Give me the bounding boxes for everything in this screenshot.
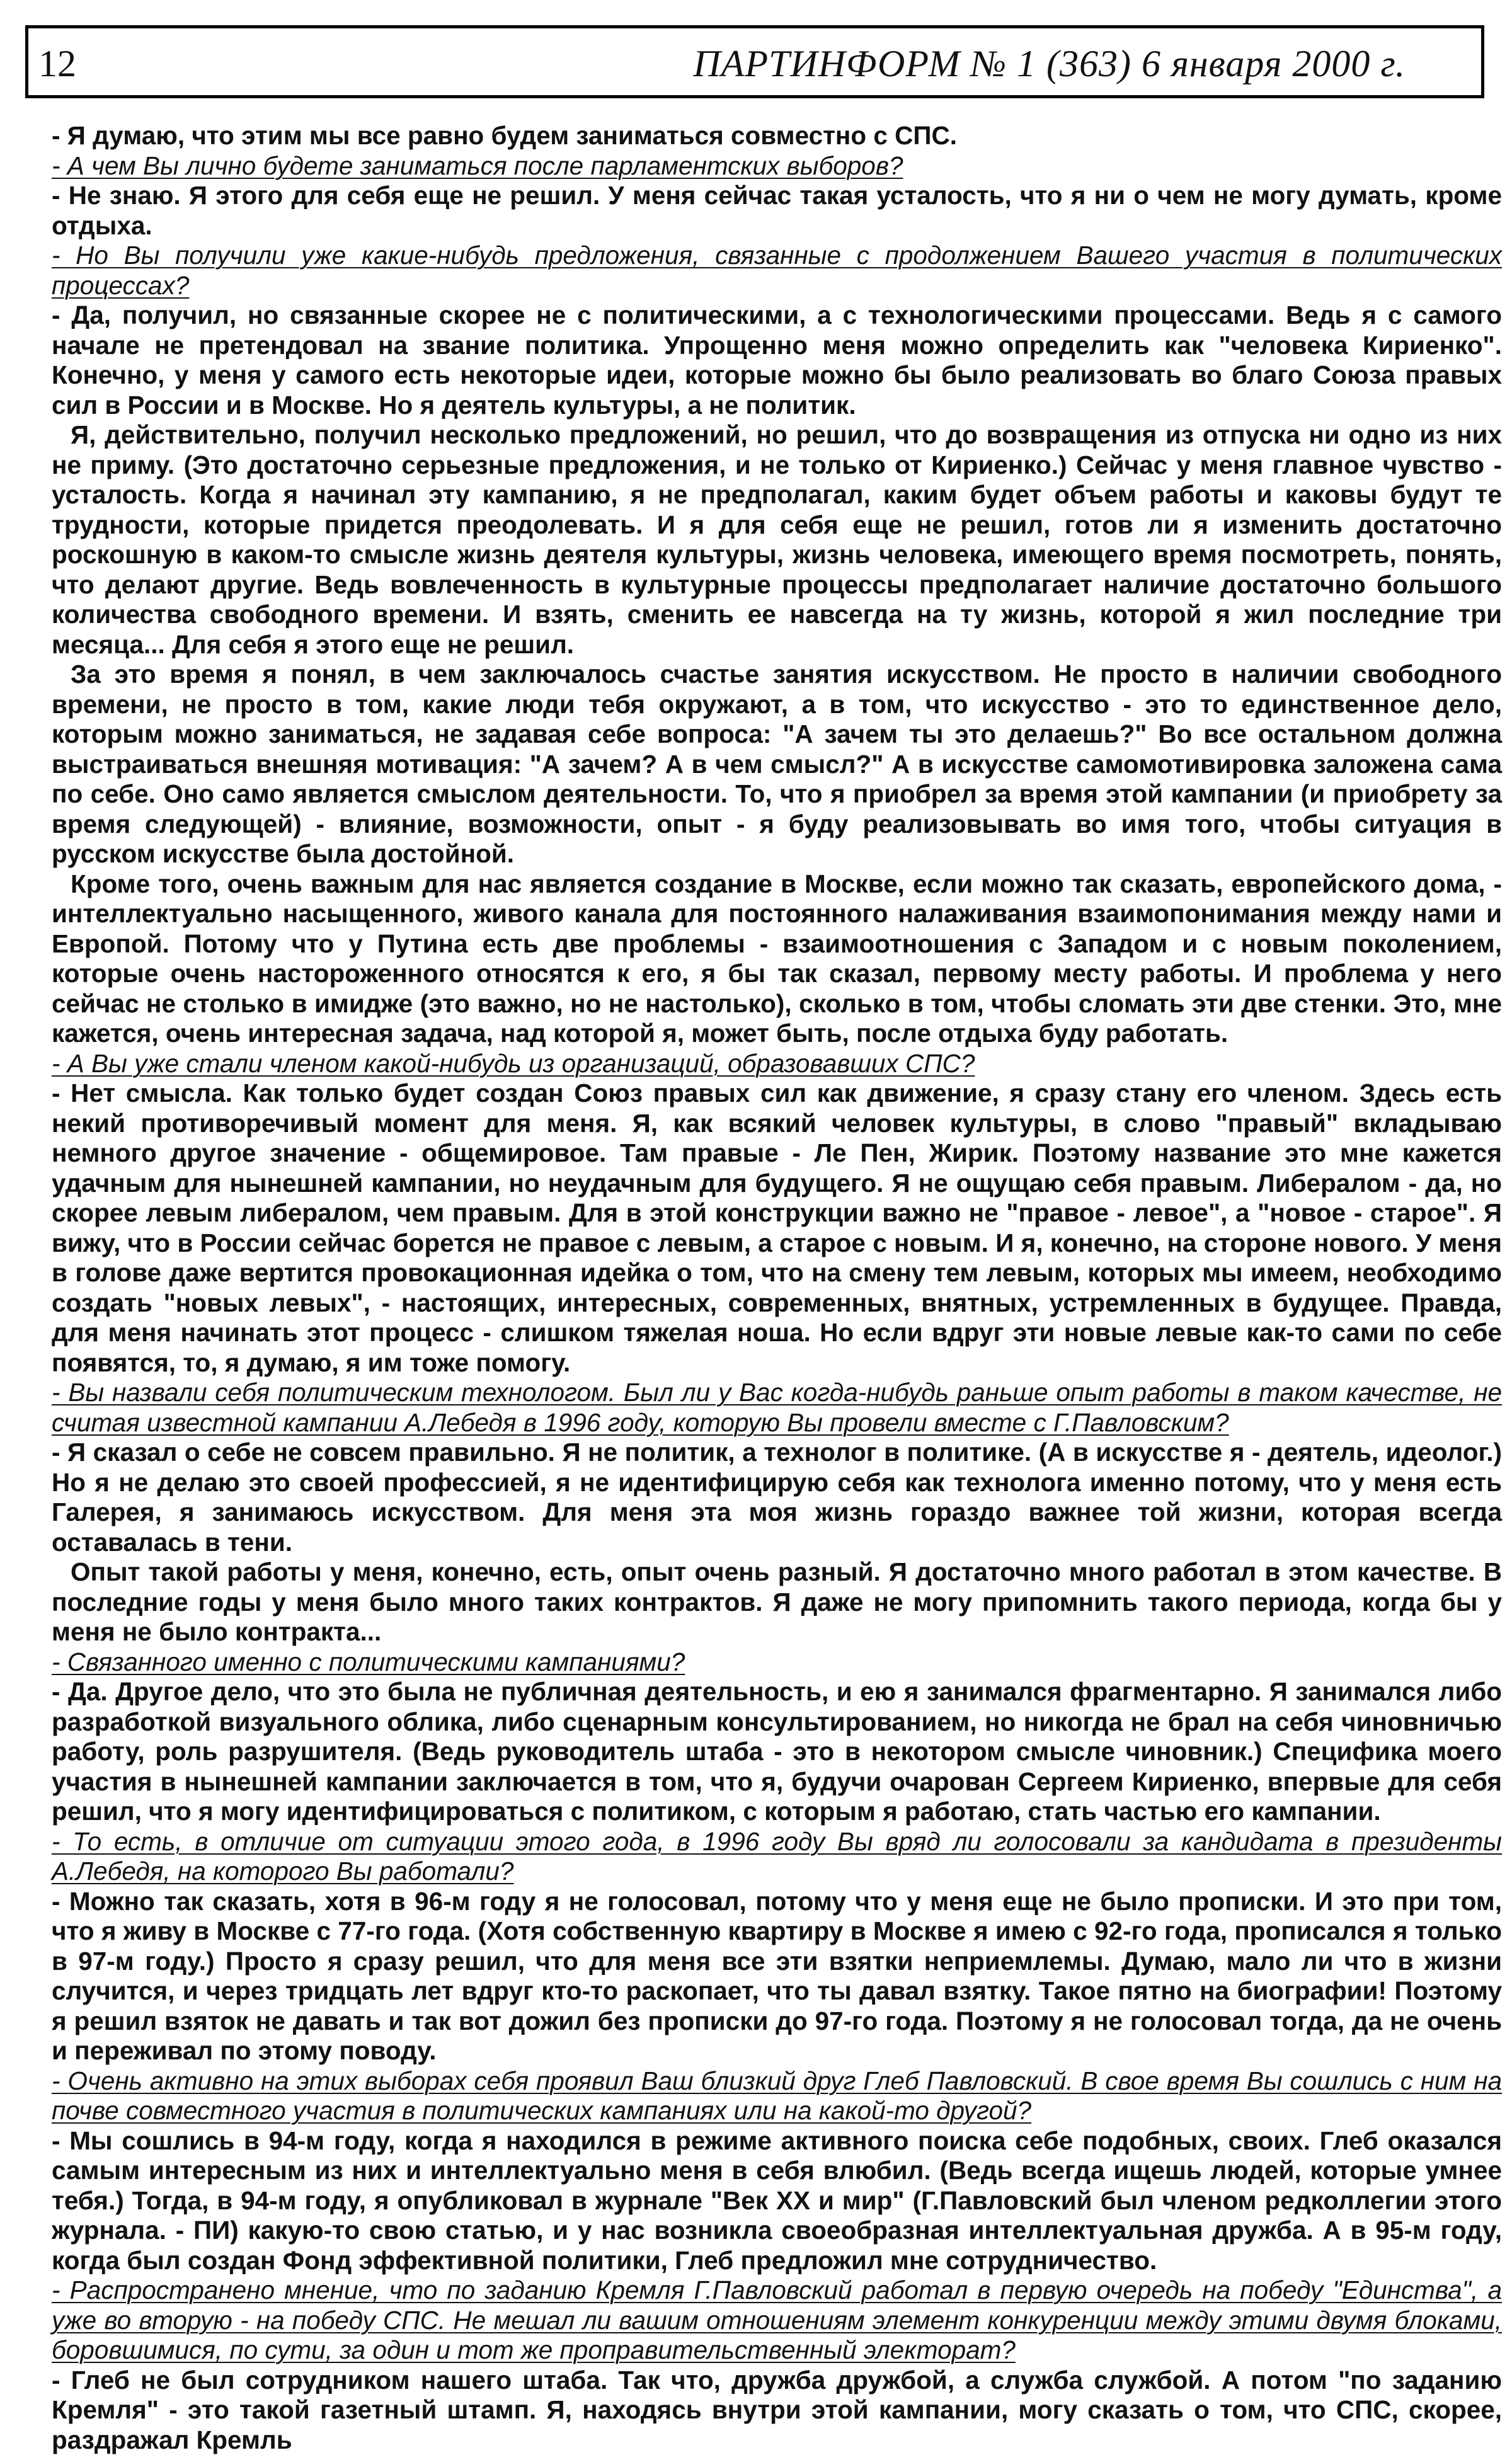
answer-paragraph: - Я сказал о себе не совсем правильно. Я не политик, а технолог в политике. (А в искусстве я - деятель, идеолог.) Но я не делаю это своей профессией, я не идентифицирую себя как технолога именно потому, что у меня есть Галерея, я занимаюсь искусством. Для меня эта моя жизнь гораздо важнее той жизни, которая всегда оставалась в тени.: [52, 1438, 1502, 1557]
question-paragraph: - Распространено мнение, что по заданию Кремля Г.Павловский работал в первую очередь на победу "Единства", а уже во вторую - на победу СПС. Не мешал ли вашим отношениям элемент конкуренции между этими двумя блоками, боровшимися, по сути, за один и тот же проправительственный электорат?: [52, 2275, 1502, 2366]
answer-paragraph: - Можно так сказать, хотя в 96-м году я не голосовал, потому что у меня еще не было прописки. И это при том, что я живу в Москве с 77-го года. (Хотя собственную квартиру в Москве я имею с 92-го года, прописался я только в 97-м году.) Просто я сразу решил, что для меня все эти взятки неприемлемы. Думаю, мало ли что в жизни случится, и через тридцать лет вдруг кто-то раскопает, что ты давал взятку. Такое пятно на биографии! Поэтому я решил взяток не давать и так вот дожил без прописки до 97-го года. Поэтому я не голосовал тогда, да не очень и переживал по этому поводу.: [52, 1887, 1502, 2066]
answer-paragraph: - Я думаю, что этим мы все равно будем заниматься совместно с СПС.: [52, 121, 1502, 151]
page-number: 12: [38, 32, 76, 95]
newspaper-page: [25, 25, 1487, 2313]
question-paragraph: - А чем Вы лично будете заниматься после парламентских выборов?: [52, 151, 1502, 181]
answer-paragraph: Кроме того, очень важным для нас является создание в Москве, если можно так сказать, европейского дома, - интеллектуально насыщенного, живого канала для постоянного налаживания взаимопонимания между нами и Европой. Потому что у Путина есть две проблемы - взаимоотношения с Западом и с новым поколением, которые очень настороженного относятся к его, я бы так сказал, первому месту работы. И проблема у него сейчас не столько в имидже (это важно, но не настолько), сколько в том, чтобы сломать эти две стенки. Это, мне кажется, очень интересная задача, над которой я, может быть, после отдыха буду работать.: [52, 869, 1502, 1049]
question-paragraph: - Но Вы получили уже какие-нибудь предложения, связанные с продолжением Вашего участия в политических процессах?: [52, 241, 1502, 300]
page-header: [25, 25, 1484, 98]
answer-paragraph: - Нет смысла. Как только будет создан Союз правых сил как движение, я сразу стану его членом. Здесь есть некий противоречивый момент для меня. Я, как всякий человек культуры, в слово "правый" вкладываю немного другое значение - общемировое. Там правые - Ле Пен, Жирик. Поэтому название это мне кажется удачным для нынешней кампании, но неудачным для будущего. Я не ощущаю себя правым. Либералом - да, но скорее левым либералом, чем правым. Для в этой конструкции важно не "правое - левое", а "новое - старое". Я вижу, что в России сейчас борется не правое с левым, а старое с новым. И я, конечно, на стороне нового. У меня в голове даже вертится провокационная идейка о том, что на смену тем левым, которых мы имеем, необходимо создать "новых левых", - настоящих, интересных, современных, внятных, устремленных в будущее. Правда, для меня начинать этот процесс - слишком тяжелая ноша. Но если вдруг эти новые левые как-то сами по себе появятся, то, я думаю, я им тоже помогу.: [52, 1079, 1502, 1378]
answer-paragraph: Опыт такой работы у меня, конечно, есть, опыт очень разный. Я достаточно много работал в этом качестве. В последние годы у меня было много таких контрактов. Я даже не могу припомнить такого периода, когда бы у меня не было контракта...: [52, 1557, 1502, 1647]
question-paragraph: - Вы назвали себя политическим технологом. Был ли у Вас когда-нибудь раньше опыт работы в таком качестве, не считая известной кампании А.Лебедя в 1996 году, которую Вы провели вместе с Г.Павловским?: [52, 1378, 1502, 1438]
question-paragraph: - Очень активно на этих выборах себя проявил Ваш близкий друг Глеб Павловский. В свое время Вы сошлись с ним на почве совместного участия в политических кампаниях или на какой-то другой?: [52, 2066, 1502, 2126]
article-body: [52, 121, 1502, 2288]
question-paragraph: - Связанного именно с политическими кампаниями?: [52, 1647, 1502, 1678]
answer-paragraph: За это время я понял, в чем заключалось счастье занятия искусством. Не просто в наличии свободного времени, не просто в том, какие люди тебя окружают, а в том, что искусство - это то единственное дело, которым можно заниматься, не задавая себе вопроса: "А зачем ты это делаешь?" Во все остальном должна выстраиваться внешняя мотивация: "А зачем? А в чем смысл?" А в искусстве самомотивировка заложена сама по себе. Оно само является смыслом деятельности. То, что я приобрел за время этой кампании (и приобрету за время следующей) - влияние, возможности, опыт - я буду реализовывать во имя того, чтобы ситуация в русском искусстве была достойной.: [52, 660, 1502, 869]
answer-paragraph: - Да, получил, но связанные скорее не с политическими, а с технологическими процессами. Ведь я с самого начале не претендовал на звание политика. Упрощенно меня можно определить как "человека Кириенко". Конечно, у меня у самого есть некоторые идеи, которые можно бы было реализовать во благо Союза правых сил в России и в Москве. Но я деятель культуры, а не политик.: [52, 300, 1502, 420]
publication-title: ПАРТИНФОРМ № 1 (363) 6 января 2000 г.: [693, 32, 1406, 95]
answer-paragraph: - Глеб не был сотрудником нашего штаба. Так что, дружба дружбой, а служба службой. А потом "по заданию Кремля" - это такой газетный штамп. Я, находясь внутри этой кампании, могу сказать о том, что СПС, скорее, раздражал Кремль: [52, 2366, 1502, 2455]
answer-paragraph: Я, действительно, получил несколько предложений, но решил, что до возвращения из отпуска ни одно из них не приму. (Это достаточно серьезные предложения, и не только от Кириенко.) Сейчас у меня главное чувство - усталость. Когда я начинал эту кампанию, я не предполагал, каким будет объем работы и каковы будут те трудности, которые придется преодолевать. И я для себя еще не решил, готов ли я изменить достаточно роскошную в каком-то смысле жизнь деятеля культуры, жизнь человека, имеющего время посмотреть, понять, что делают другие. Ведь вовлеченность в культурные процессы предполагает наличие достаточно большого количества свободного времени. И взять, сменить ее навсегда на ту жизнь, которой я жил последние три месяца... Для себя я этого еще не решил.: [52, 420, 1502, 660]
answer-paragraph: - Да. Другое дело, что это была не публичная деятельность, и ею я занимался фрагментарно. Я занимался либо разработкой визуального облика, либо сценарным консультированием, но никогда не брал на себя чиновничью работу, роль разрушителя. (Ведь руководитель штаба - это в некотором смысле чиновник.) Специфика моего участия в нынешней кампании заключается в том, что я, будучи очарован Сергеем Кириенко, впервые для себя решил, что я могу идентифицироваться с политиком, с которым я работаю, стать частью его кампании.: [52, 1677, 1502, 1827]
question-paragraph: - То есть, в отличие от ситуации этого года, в 1996 году Вы вряд ли голосовали за кандидата в президенты А.Лебедя, на которого Вы работали?: [52, 1827, 1502, 1887]
question-paragraph: - А Вы уже стали членом какой-нибудь из организаций, образовавших СПС?: [52, 1049, 1502, 1079]
answer-paragraph: - Не знаю. Я этого для себя еще не решил. У меня сейчас такая усталость, что я ни о чем не могу думать, кроме отдыха.: [52, 181, 1502, 241]
answer-paragraph: - Мы сошлись в 94-м году, когда я находился в режиме активного поиска себе подобных, своих. Глеб оказался самым интересным из них и интеллектуально меня в себя влюбил. (Ведь всегда ищешь людей, которые умнее тебя.) Тогда, в 94-м году, я опубликовал в журнале "Век XX и мир" (Г.Павловский был членом редколлегии этого журнала. - ПИ) какую-то свою статью, и у нас возникла своеобразная интеллектуальная дружба. А в 95-м году, когда был создан Фонд эффективной политики, Глеб предложил мне сотрудничество.: [52, 2126, 1502, 2276]
